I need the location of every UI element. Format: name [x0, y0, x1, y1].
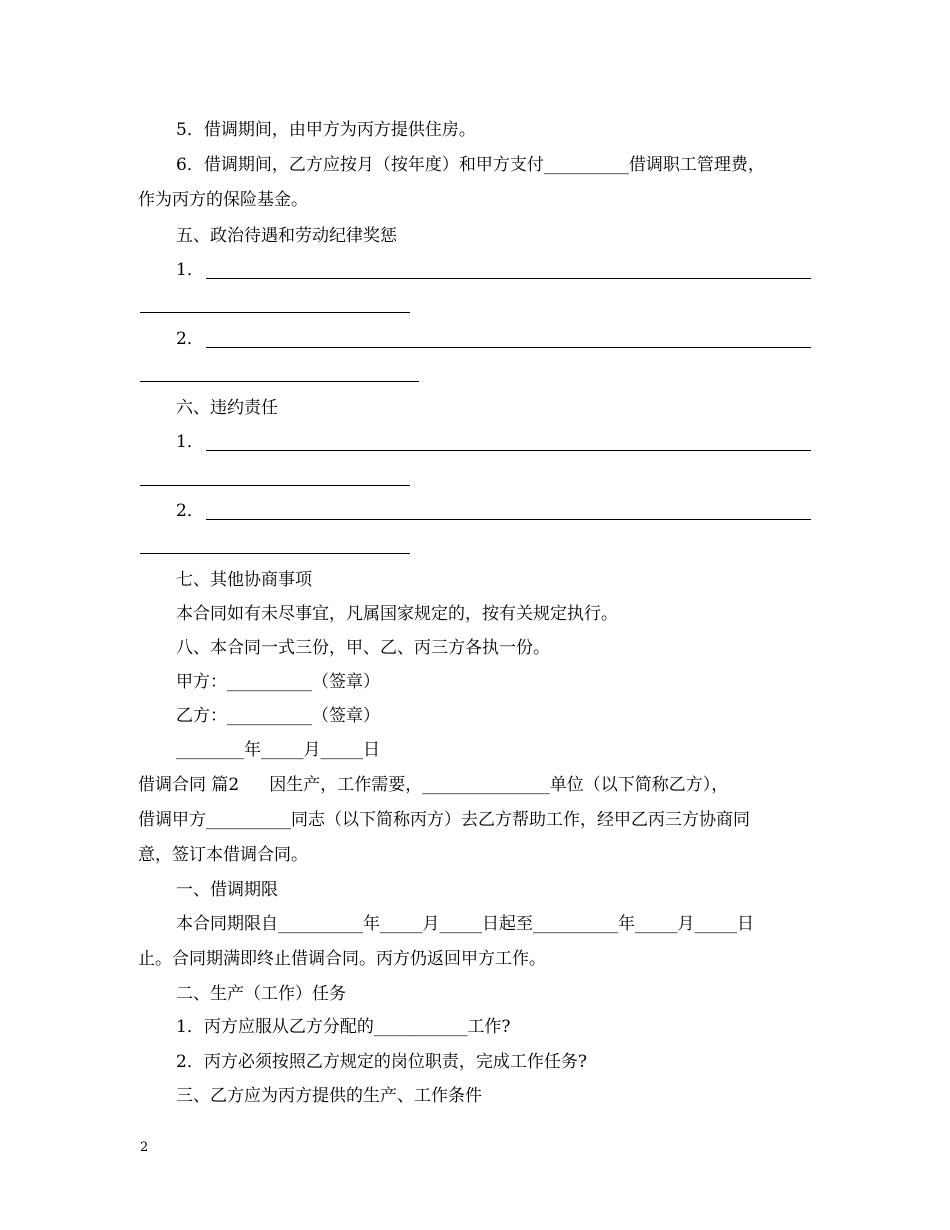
section-heading: 七、其他协商事项 — [176, 570, 312, 590]
signature-line-party-a: 甲方：__________（签章） — [176, 672, 380, 692]
paragraph: 止。合同期满即终止借调合同。丙方仍返回甲方工作。 — [138, 949, 546, 969]
blank-line — [140, 485, 410, 486]
paragraph: 八、本合同一式三份，甲、乙、丙三方各执一份。 — [176, 638, 550, 658]
blank-line — [206, 347, 811, 348]
blank-line — [206, 278, 811, 279]
paragraph: 意，签订本借调合同。 — [138, 845, 308, 865]
section-heading: 六、违约责任 — [176, 398, 278, 418]
list-item: 1．丙方应服从乙方分配的___________工作? — [176, 1017, 511, 1037]
contract-title: 借调合同 篇2 — [138, 775, 240, 795]
blank-line — [140, 381, 419, 382]
section-heading: 二、生产（工作）任务 — [176, 984, 346, 1004]
list-number: 2． — [176, 329, 204, 349]
paragraph: 作为丙方的保险基金。 — [138, 190, 308, 210]
section-heading: 一、借调期限 — [176, 880, 278, 900]
list-number: 2． — [176, 501, 204, 521]
section-heading: 五、政治待遇和劳动纪律奖惩 — [176, 226, 397, 246]
list-number: 1． — [176, 260, 204, 280]
paragraph: 借调甲方__________同志（以下简称丙方）去乙方帮助工作，经甲乙丙三方协商同 — [138, 810, 750, 830]
paragraph: 5．借调期间，由甲方为丙方提供住房。 — [176, 120, 476, 140]
blank-line — [140, 312, 410, 313]
blank-line — [206, 519, 811, 520]
blank-line — [206, 450, 811, 451]
paragraph: 因生产，工作需要，_______________单位（以下简称乙方）， — [269, 775, 729, 795]
blank-line — [140, 553, 410, 554]
list-item: 2．丙方必须按照乙方规定的岗位职责，完成工作任务? — [176, 1052, 587, 1072]
paragraph: 6．借调期间，乙方应按月（按年度）和甲方支付__________借调职工管理费， — [176, 155, 765, 175]
signature-line-party-b: 乙方：__________（签章） — [176, 706, 380, 726]
contract-intro — [138, 773, 728, 797]
section-heading: 三、乙方应为丙方提供的生产、工作条件 — [176, 1086, 482, 1106]
paragraph: 本合同期限自__________年_____月_____日起至__________年_____月_____日 — [176, 914, 754, 934]
paragraph: 本合同如有未尽事宜，凡属国家规定的，按有关规定执行。 — [176, 604, 618, 624]
list-number: 1． — [176, 432, 204, 452]
page-number: 2 — [140, 1140, 149, 1155]
date-line: ________年_____月_____日 — [176, 740, 380, 760]
